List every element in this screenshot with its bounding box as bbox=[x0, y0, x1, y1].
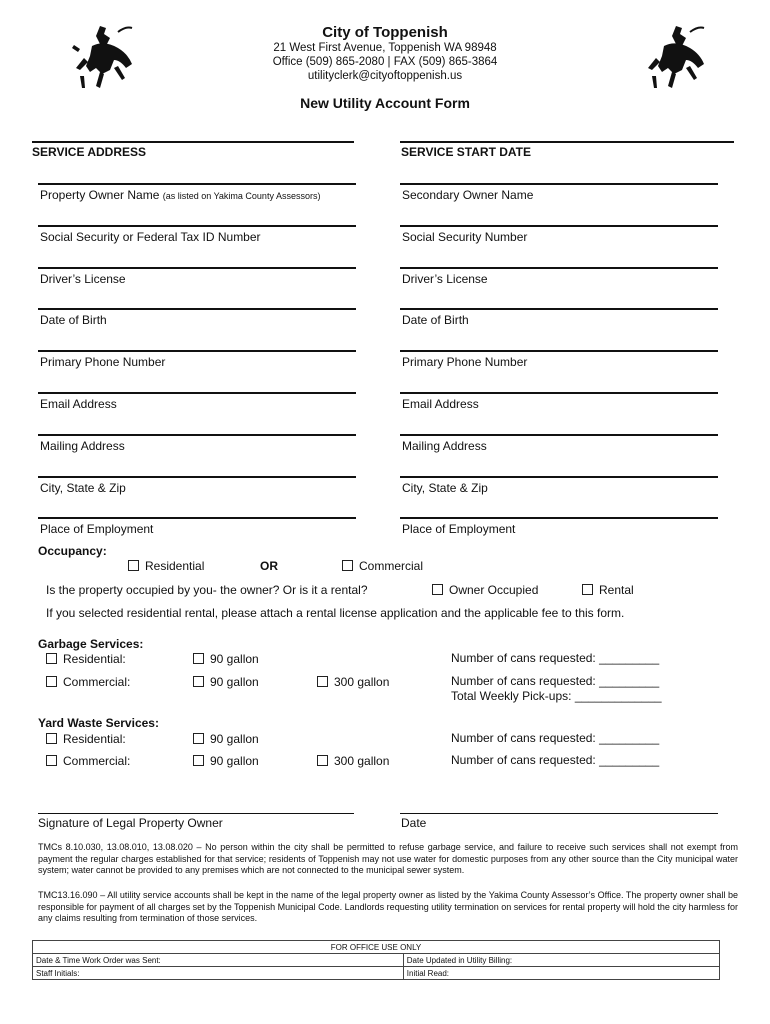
yard-com-90-label: 90 gallon bbox=[210, 754, 259, 768]
rental-note: If you selected residential rental, please attach a rental license application and the applicable fee to this form. bbox=[46, 606, 625, 620]
occupancy-question: Is the property occupied by you- the owner? Or is it a rental? bbox=[46, 583, 368, 597]
signature-line[interactable] bbox=[38, 813, 354, 814]
garbage-weekly-pickups[interactable]: Total Weekly Pick-ups: _____________ bbox=[451, 689, 662, 703]
owner-occupied-label: Owner Occupied bbox=[449, 583, 539, 597]
left-field-input-line[interactable] bbox=[38, 308, 356, 310]
city-phone-fax: Office (509) 865-2080 | FAX (509) 865-3864 bbox=[272, 56, 498, 68]
right-field-label: Social Security Number bbox=[402, 230, 528, 244]
left-field-note: (as listed on Yakima County Assessors) bbox=[162, 191, 321, 201]
service-start-date-line[interactable] bbox=[400, 141, 734, 143]
left-field-label-text: City, State & Zip bbox=[40, 481, 126, 495]
checkbox-icon bbox=[46, 676, 57, 687]
service-start-date-heading: SERVICE START DATE bbox=[401, 145, 532, 159]
right-field-input-line[interactable] bbox=[400, 476, 718, 478]
city-address: 21 West First Avenue, Toppenish WA 98948 bbox=[273, 42, 497, 54]
office-use-table bbox=[32, 940, 720, 980]
yard-com-300-label: 300 gallon bbox=[334, 754, 390, 768]
checkbox-icon bbox=[317, 676, 328, 687]
city-email: utilityclerk@cityoftoppenish.us bbox=[307, 70, 463, 82]
left-field-label-text: Driver’s License bbox=[40, 272, 126, 286]
checkbox-icon bbox=[193, 653, 204, 664]
right-field-label: City, State & Zip bbox=[402, 481, 488, 495]
left-field-label-text: Social Security or Federal Tax ID Number bbox=[40, 230, 261, 244]
left-field-label-text: Date of Birth bbox=[40, 313, 107, 327]
garbage-com-cans[interactable]: Number of cans requested: _________ bbox=[451, 674, 660, 688]
date-line[interactable] bbox=[400, 813, 718, 814]
garbage-res-90-label: 90 gallon bbox=[210, 652, 259, 666]
left-field-input-line[interactable] bbox=[38, 267, 356, 269]
garbage-com-90-label: 90 gallon bbox=[210, 675, 259, 689]
left-field-label bbox=[40, 313, 107, 327]
left-field-label bbox=[40, 439, 125, 453]
left-field-label-text: Place of Employment bbox=[40, 522, 154, 536]
yard-heading: Yard Waste Services: bbox=[38, 716, 159, 730]
city-title: City of Toppenish bbox=[322, 24, 448, 41]
checkbox-icon bbox=[432, 584, 443, 595]
left-field-input-line[interactable] bbox=[38, 392, 356, 394]
rental-label: Rental bbox=[599, 583, 634, 597]
right-field-label: Primary Phone Number bbox=[402, 355, 528, 369]
yard-commercial-checkbox[interactable] bbox=[46, 754, 130, 768]
garbage-residential-checkbox[interactable] bbox=[46, 652, 126, 666]
garbage-heading: Garbage Services: bbox=[38, 637, 144, 651]
garbage-commercial-label: Commercial: bbox=[63, 675, 131, 689]
right-field-input-line[interactable] bbox=[400, 183, 718, 185]
checkbox-icon bbox=[193, 755, 204, 766]
right-field-input-line[interactable] bbox=[400, 392, 718, 394]
garbage-res-90-checkbox[interactable] bbox=[193, 652, 259, 666]
left-field-label-text: Property Owner Name bbox=[40, 188, 160, 202]
checkbox-icon bbox=[46, 755, 57, 766]
office-billing[interactable]: Date Updated in Utility Billing: bbox=[403, 954, 719, 967]
right-field-input-line[interactable] bbox=[400, 308, 718, 310]
checkbox-icon bbox=[582, 584, 593, 595]
right-field-label: Mailing Address bbox=[402, 439, 487, 453]
left-field-label-text: Email Address bbox=[40, 397, 117, 411]
left-field-label-text: Mailing Address bbox=[40, 439, 125, 453]
occupancy-residential-label: Residential bbox=[145, 559, 205, 573]
right-field-label: Email Address bbox=[402, 397, 479, 411]
left-field-label bbox=[40, 522, 153, 536]
right-field-input-line[interactable] bbox=[400, 517, 718, 519]
date-label: Date bbox=[401, 816, 427, 830]
right-field-input-line[interactable] bbox=[400, 225, 718, 227]
left-field-label bbox=[40, 230, 261, 244]
garbage-residential-label: Residential: bbox=[63, 652, 126, 666]
left-field-input-line[interactable] bbox=[38, 350, 356, 352]
checkbox-icon bbox=[46, 733, 57, 744]
yard-com-cans[interactable]: Number of cans requested: _________ bbox=[451, 753, 660, 767]
garbage-commercial-checkbox[interactable] bbox=[46, 675, 130, 689]
right-field-label: Date of Birth bbox=[402, 313, 469, 327]
checkbox-icon bbox=[46, 653, 57, 664]
yard-res-90-checkbox[interactable] bbox=[193, 732, 259, 746]
garbage-com-300-label: 300 gallon bbox=[334, 675, 390, 689]
yard-com-300-checkbox[interactable] bbox=[317, 754, 389, 768]
form-title: New Utility Account Form bbox=[300, 95, 470, 111]
office-work-order[interactable]: Date & Time Work Order was Sent: bbox=[33, 954, 404, 967]
right-field-input-line[interactable] bbox=[400, 267, 718, 269]
yard-res-cans[interactable]: Number of cans requested: _________ bbox=[451, 731, 660, 745]
left-field-label bbox=[40, 272, 126, 286]
yard-residential-label: Residential: bbox=[63, 732, 126, 746]
rental-checkbox[interactable] bbox=[582, 583, 634, 597]
checkbox-icon bbox=[317, 755, 328, 766]
left-field-input-line[interactable] bbox=[38, 183, 356, 185]
right-field-input-line[interactable] bbox=[400, 434, 718, 436]
service-address-line[interactable] bbox=[32, 141, 354, 143]
checkbox-icon bbox=[193, 676, 204, 687]
service-address-heading: SERVICE ADDRESS bbox=[32, 145, 147, 159]
left-field-label bbox=[40, 188, 320, 202]
occupancy-commercial-checkbox[interactable] bbox=[342, 559, 423, 573]
checkbox-icon bbox=[193, 733, 204, 744]
right-field-label: Secondary Owner Name bbox=[402, 188, 534, 202]
left-field-label-text: Primary Phone Number bbox=[40, 355, 166, 369]
left-field-label bbox=[40, 355, 165, 369]
office-staff-initials[interactable]: Staff Initials: bbox=[33, 967, 404, 980]
office-initial-read[interactable]: Initial Read: bbox=[403, 967, 719, 980]
garbage-com-90-checkbox[interactable] bbox=[193, 675, 259, 689]
occupancy-or: OR bbox=[260, 559, 278, 573]
yard-res-90-label: 90 gallon bbox=[210, 732, 259, 746]
garbage-com-300-checkbox[interactable] bbox=[317, 675, 389, 689]
checkbox-icon bbox=[342, 560, 353, 571]
signature-label: Signature of Legal Property Owner bbox=[38, 816, 223, 830]
yard-com-90-checkbox[interactable] bbox=[193, 754, 259, 768]
occupancy-residential-checkbox[interactable] bbox=[128, 559, 204, 573]
left-field-input-line[interactable] bbox=[38, 517, 356, 519]
left-field-label bbox=[40, 481, 126, 495]
occupancy-heading: Occupancy: bbox=[38, 544, 107, 558]
left-field-label bbox=[40, 397, 117, 411]
tmc-note-garbage: TMCs 8.10.030, 13.08.010, 13.08.020 – No person within the city shall be permitted to refuse garbage service, and failure to receive such services shall not exempt from payment the regular charges established for that service; residents of Toppenish may not use water for domestic purposes from any other source than the City municipal water system; water cannot be provided to any premises which are not connected to the municipal sewer system. bbox=[38, 842, 738, 875]
garbage-res-cans[interactable]: Number of cans requested: _________ bbox=[451, 651, 660, 665]
yard-residential-checkbox[interactable] bbox=[46, 732, 126, 746]
occupancy-commercial-label: Commercial bbox=[359, 559, 424, 573]
yard-commercial-label: Commercial: bbox=[63, 754, 131, 768]
left-field-input-line[interactable] bbox=[38, 225, 356, 227]
left-field-input-line[interactable] bbox=[38, 434, 356, 436]
right-field-label: Driver’s License bbox=[402, 272, 488, 286]
right-field-label: Place of Employment bbox=[402, 522, 516, 536]
right-field-input-line[interactable] bbox=[400, 350, 718, 352]
office-use-heading: FOR OFFICE USE ONLY bbox=[33, 941, 720, 954]
left-field-input-line[interactable] bbox=[38, 476, 356, 478]
tmc-note-ownership: TMC13.16.090 – All utility service accounts shall be kept in the name of the legal property owner as listed by the Yakima County Assessor’s Office. The property owner shall be responsible for payment of all charges set by the Toppenish Municipal Code. Landlords requesting utility termination on services for rental property will hold the city harmless for any claims resulting from termination of those services. bbox=[38, 890, 738, 923]
checkbox-icon bbox=[128, 560, 139, 571]
owner-occupied-checkbox[interactable] bbox=[432, 583, 538, 597]
